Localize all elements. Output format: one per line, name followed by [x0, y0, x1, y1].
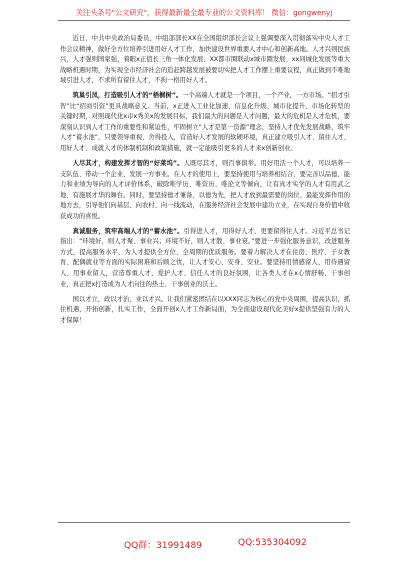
paragraph-intro: 近日，中共中央政治局委员、中组部部长XX在全国组织部长会议上强调要深入贯彻落实中央人才工作会议精神，做好全方位培养引进用好人才工作，加快建设世界重要人才中心和创新高地。人才兴则民族兴，人才强则国家强，着眼x正值长三角一体化发展、XX都市圈联动x城市圈发展、xx同城化发展等重大战略机遇时期，为实现全市经济社会的追赶跨越发展被要切实把人才工作摆上重要议程，真正做到不唯地域引进人才，不求所有留住人才，不拘一格用好人才。	[60, 35, 350, 85]
document-body	[60, 34, 350, 504]
section-heading: 筑巢引凤，打造吸引人才的“梧桐树”。	[72, 92, 183, 100]
paragraph-section-3: 真诚服务，筑牢高端人才的“蓄水池”。引得进人才，用得好人才，更要留得住人才。习近平总书记指出：“环境好，则人才聚、事业兴；环境不好，则人才散、事业衰。”要进一步强化服务意识，改进服务方式，提高服务水平，为人才提供全方位、全周期的优质服务。要着力解决人才在住房、医疗、子女教育、配偶就业等方面的实际困难和后顾之忧，让人才安心、安身、安业。要坚持用情感留人、用待遇留人、用事业留人，营造尊重人才、爱护人才、信任人才的良好氛围，让各类人才在x心情舒畅、干事创业，真正把x打造成为人才向往的热土、干事创业的沃土。	[60, 227, 350, 288]
footer-qq-contact: QQ:535304092	[238, 538, 307, 548]
section-heading: 真诚服务，筑牢高端人才的“蓄水池”。	[72, 227, 184, 235]
header-banner: 关注头条号"公文研究"，获得最新最全最专业的公文资料库！ 微信：gongwenyj	[75, 8, 333, 17]
paragraph-section-2: 人尽其才，构建发挥才智的“好莱坞”。人既尽其才，则百事俱举。用好用活一个人才，可以培养一支队伍、带动一个企业、发展一方事业。在人才的使用上，要坚持使用与培养相结合，要完善以品德、能力和业绩为导向的人才评价体系，破除唯学历、唯资历、唯论文等倾向，让有真才实学的人才有用武之地、有施展才华的舞台。同时，要坚持德才兼备、以德为先，把人才放到最需要的岗位、最能发挥作用的地方去，引导他们向基层、向农村、向一线流动，在服务经济社会发展中建功立业，在实现自身价值中收获成功的喜悦。	[60, 160, 350, 220]
footer-qq-group: QQ群：31991489	[124, 541, 202, 551]
section-heading: 人尽其才，构建发挥才智的“好莱坞”。	[72, 160, 184, 168]
header-divider	[58, 20, 350, 21]
footer-divider	[58, 522, 350, 523]
paragraph-section-1: 筑巢引凤，打造吸引人才的“梧桐树”。一个高端人才就是一个项目，一个产业，一方市场。“招才引智”比“招商引资”更具战略意义。当前，x正进入工业化加速、信息化升级、城市化提升、市场化转型的关键时期，对照现代化x市x秀美x的发展目标，我们最大的问题是人才问题，最大的危机是人才危机，要深刻认识到人才工作的重要性和紧迫性，牢固树立“人才是第一资源”理念，坚持人才优先发展战略，筑牢人才“蓄水池”，只要领导重视，舍得投入，营造好人才发展的软硬环境，真正建立吸引人才、留住人才、用好人才、成就人才的体制机制和政策措施，就一定能吸引更多的人才来x创新创业。	[60, 92, 350, 152]
paragraph-closing: 国以才立，政以才治，业以才兴。让我们紧密团结在以XXX同志为核心的党中央周围，提高认识，抓住机遇，开拓创新，扎实工作，全面开创x人才工作新局面，为全面建设现代化美好x提供坚强有力的人才保障！	[60, 295, 350, 324]
